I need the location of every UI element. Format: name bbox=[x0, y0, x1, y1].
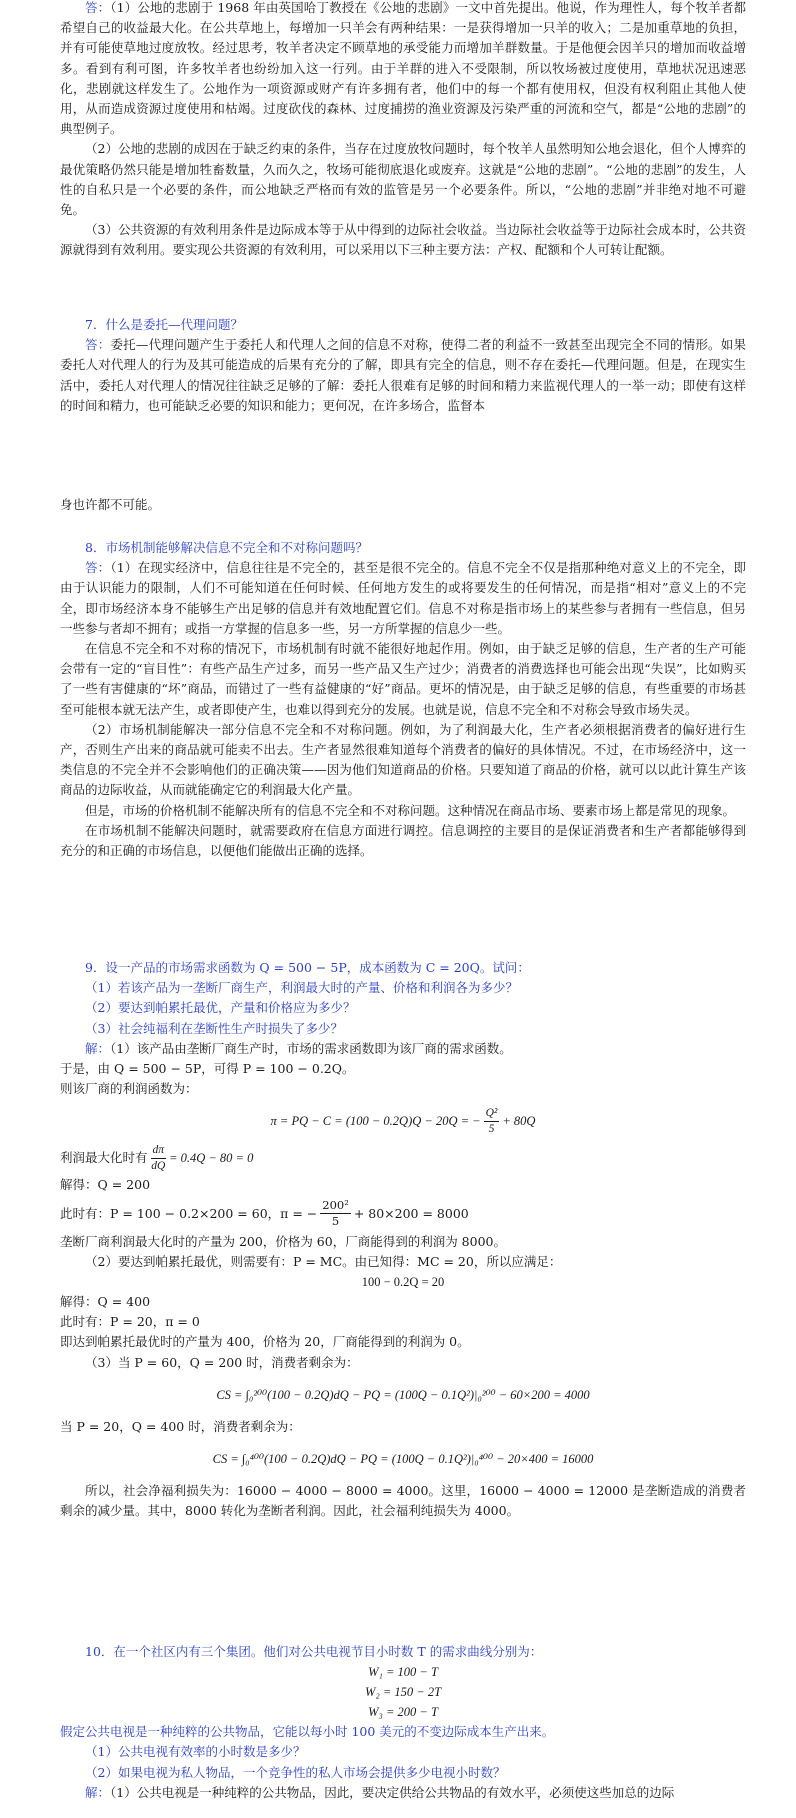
derivative-fraction: $\frac{d\pi}{dQ}$ bbox=[151, 1143, 166, 1172]
q9-sol-5: 解得：Q = 200 bbox=[60, 1177, 151, 1193]
q9-sol-12: 即达到帕累托最优时的产量为 400，价格为 20，厂商能得到的利润为 0。 bbox=[60, 1334, 470, 1350]
q9-sol-3: 则该厂商的利润函数为： bbox=[60, 1081, 198, 1097]
fraction: $\frac{\text{Q²}}{5}$ bbox=[485, 1106, 498, 1135]
q9-sol-2: 于是，由 Q = 500 − 5P，可得 P = 100 − 0.2Q。 bbox=[60, 1061, 355, 1077]
q9-sol-11: 此时有：P = 20，π = 0 bbox=[60, 1314, 200, 1330]
q9-sol-6: 此时有：P = 100 − 0.2×200 = 60，π = − $\frac{\text{200²}}{5}$ + 80×200 = 8000 bbox=[60, 1198, 469, 1229]
cs-equation-1: CS = ∫₀²⁰⁰(100 − 0.2Q)dQ − PQ = (100Q − 0.1Q²)|₀²⁰⁰ − 60×200 = 4000 bbox=[216, 1387, 590, 1402]
q9-sol-4: 利润最大化时有 $\frac{d\pi}{dQ}$ = 0.4Q − 80 = 0 bbox=[60, 1143, 254, 1172]
answer-label: 答： bbox=[85, 337, 111, 353]
cs-equation-2: CS = ∫₀⁴⁰⁰(100 − 0.2Q)dQ − PQ = (100Q − 0.1Q²)|₀⁴⁰⁰ − 20×400 = 16000 bbox=[212, 1452, 594, 1467]
q7-section bbox=[60, 315, 746, 416]
q9-sub3: （3）社会纯福利在垄断性生产时损失了多少？ bbox=[85, 1020, 343, 1036]
q7-answer: 答：委托—代理问题产生于委托人和代理人之间的信息不对称，使得二者的利益不一致甚至出现完全不同的情形。如果委托人对代理人的行为及其可能造成的后果有充分的了解，即具有完全的信息，则不存在委托—代理问题。但是，在现实生活中，委托人对代理人的情况往往缺乏足够的了解：委托人很难有足够的时间和精力来监视代理人的一举一动；即使有这样的时间和精力，也可能缺乏必要的知识和能力；更何况，在许多场合，监督本 bbox=[60, 337, 746, 413]
q8-section bbox=[60, 538, 746, 861]
q6-answer bbox=[60, 0, 746, 261]
q7-title: 7．什么是委托—代理问题？ bbox=[85, 317, 243, 332]
q6-answer-p2: （2）公地的悲剧的成因在于缺乏约束的条件，当存在过度放牧问题时，每个牧羊人虽然明知公地会退化，但个人博弈的最优策略仍然只能是增加牲畜数量，久而久之，牧场可能彻底退化或废弃。这就是“公地的悲剧”。“公地的悲剧”的发生，人性的自私只是一个必要的条件，而公地缺乏严格而有效的监管是另一个必要条件。所以，“公地的悲剧”并非绝对地不可避免。 bbox=[60, 141, 746, 218]
q10-assumption: 假定公共电视是一种纯粹的公共物品，它能以每小时 100 美元的不变边际成本生产出来。 bbox=[60, 1724, 555, 1740]
q10-section bbox=[60, 1642, 746, 1803]
q8-answer-p1: 答：（1）在现实经济中，信息往往是不完全的，甚至是很不完全的。信息不完全不仅是指那种绝对意义上的不完全，即由于认识能力的限制，人们不可能知道在任何时候、任何地方发生的或将要发生的任何情况，而是指“相对”意义上的不完全，即市场经济本身不能够生产出足够的信息并有效地配置它们。信息不对称是指市场上的某些参与者拥有一些信息，但另一些参与者却不拥有；或指一方掌握的信息多一些，另一方所掌握的信息少一些。 bbox=[60, 560, 746, 636]
q9-sol-15: 所以，社会净福利损失为：16000 − 4000 − 8000 = 4000。这里，16000 − 4000 = 12000 是垄断造成的消费者剩余的减少量。其中，8000 转化为垄断者利润。因此，社会福利纯损失为 4000。 bbox=[60, 1483, 746, 1519]
answer-label: 答： bbox=[85, 560, 111, 576]
demand-w1: W₁ = 100 − T bbox=[368, 1665, 438, 1680]
q9-sol-1: 解：（1）该产品由垄断厂商生产时，市场的需求函数即为该厂商的需求函数。 bbox=[85, 1040, 512, 1056]
q9-sol-7: 垄断厂商利润最大化时的产量为 200，价格为 60，厂商能得到的利润为 8000。 bbox=[60, 1233, 506, 1249]
q6-answer-p1: 答：（1）公地的悲剧于 1968 年由英国哈丁教授在《公地的悲剧》一文中首先提出。他说，作为理性人，每个牧羊者都希望自己的收益最大化。在公共草地上，每增加一只羊会有两种结果：一是获得增加一只羊的收入；二是加重草地的负担，并有可能使草地过度放牧。经过思考，牧羊者决定不顾草地的承受能力而增加羊群数量。于是他便会因羊只的增加而收益增多。看到有利可图，许多牧羊者也纷纷加入这一行列。由于羊群的进入不受限制，所以牧场被过度使用，草地状况迅速恶化，悲剧就这样发生了。公地作为一项资源或财产有许多拥有者，他们中的每一个都有使用权，但没有权利阻止其他人使用，从而造成资源过度使用和枯竭。过度砍伐的森林、过度捕捞的渔业资源及污染严重的河流和空气，都是“公地的悲剧”的典型例子。 bbox=[60, 0, 746, 137]
q10-sub2: （2）如果电视为私人物品，一个竞争性的私人市场会提供多少电视小时数？ bbox=[85, 1764, 506, 1780]
profit-equation: π = PQ − C = (100 − 0.2Q)Q − 20Q = − $\frac{\text{Q²}}{5}$ + 80Q bbox=[270, 1106, 536, 1135]
demand-w2: W₂ = 150 − 2T bbox=[364, 1685, 442, 1700]
q6-answer-p3: （3）公共资源的有效利用条件是边际成本等于从中得到的边际社会收益。当边际社会收益等于边际社会成本时，公共资源就得到有效利用。要实现公共资源的有效利用，可以采用以下三种主要方法：产权、配额和个人可转让配额。 bbox=[60, 222, 746, 258]
q9-sub1: （1）若该产品为一垄断厂商生产，利润最大时的产量、价格和利润各为多少？ bbox=[85, 980, 518, 996]
fraction: $\frac{\text{200²}}{5}$ bbox=[322, 1198, 349, 1229]
q9-sol-14: 当 P = 20，Q = 400 时，消费者剩余为： bbox=[60, 1418, 301, 1434]
demand-w3: W₃ = 200 − T bbox=[368, 1705, 438, 1720]
q8-answer-p5: 在市场机制不能解决问题时，就需要政府在信息方面进行调控。信息调控的主要目的是保证消费者和生产者都能够得到充分的和正确的市场信息，以便他们能做出正确的选择。 bbox=[60, 822, 746, 859]
q9-sub2: （2）要达到帕累托最优，产量和价格应为多少？ bbox=[85, 1000, 356, 1016]
q9-section bbox=[60, 958, 746, 1521]
q10-solution: 解：（1）公共电视是一种纯粹的公共物品，因此，要决定供给公共物品的有效水平，必须使这些加总的边际 bbox=[85, 1784, 675, 1800]
q8-answer-p4: 但是，市场的价格机制不能解决所有的信息不完全和不对称问题。这种情况在商品市场、要素市场上都是常见的现象。 bbox=[85, 802, 736, 818]
q8-answer-p3: （2）市场机制能解决一部分信息不完全和不对称问题。例如，为了利润最大化，生产者必须根据消费者的偏好进行生产，否则生产出来的商品就可能卖不出去。生产者显然很难知道每个消费者的偏好的具体情况。不过，在市场经济中，这一类信息的不完全并不会影响他们的正确决策——因为他们知道商品的价格。只要知道了商品的价格，就可以以此计算生产该商品的边际收益，从而就能确定它的利润最大化产量。 bbox=[60, 721, 746, 798]
answer-label: 答： bbox=[85, 0, 111, 15]
q7-answer-continuation: 身也许都不可能。 bbox=[60, 497, 161, 512]
q8-answer-p2: 在信息不完全和不对称的情况下，市场机制有时就不能很好地起作用。例如，由于缺乏足够的信息，生产者的生产可能会带有一定的“盲目性”：有些产品生产过多，而另一些产品又生产过少；消费者的消费选择也可能会出现“失误”，比如购买了一些有害健康的“坏”商品，而错过了一些有益健康的“好”商品。更坏的情况是，由于缺乏足够的信息，有些重要的市场甚至可能根本就无法产生，或者即使产生，也难以得到充分的发展。也就是说，信息不完全和不对称会导致市场失灵。 bbox=[60, 641, 746, 717]
mc-equation: 100 − 0.2Q = 20 bbox=[361, 1275, 445, 1290]
q10-sub1: （1）公共电视有效率的小时数是多少？ bbox=[85, 1744, 306, 1760]
q9-sol-8: （2）要达到帕累托最优，则需要有：P = MC。由已知得：MC = 20，所以应满足： bbox=[85, 1253, 562, 1269]
q9-sol-13: （3）当 P = 60，Q = 200 时，消费者剩余为： bbox=[85, 1354, 359, 1370]
q8-title: 8．市场机制能够解决信息不完全和不对称问题吗？ bbox=[85, 540, 368, 555]
q9-title: 9．设一产品的市场需求函数为 Q = 500 − 5P，成本函数为 C = 20Q。试问： bbox=[85, 960, 530, 975]
q9-sol-10: 解得：Q = 400 bbox=[60, 1294, 151, 1310]
q10-title: 10．在一个社区内有三个集团。他们对公共电视节目小时数 T 的需求曲线分别为： bbox=[85, 1644, 543, 1659]
